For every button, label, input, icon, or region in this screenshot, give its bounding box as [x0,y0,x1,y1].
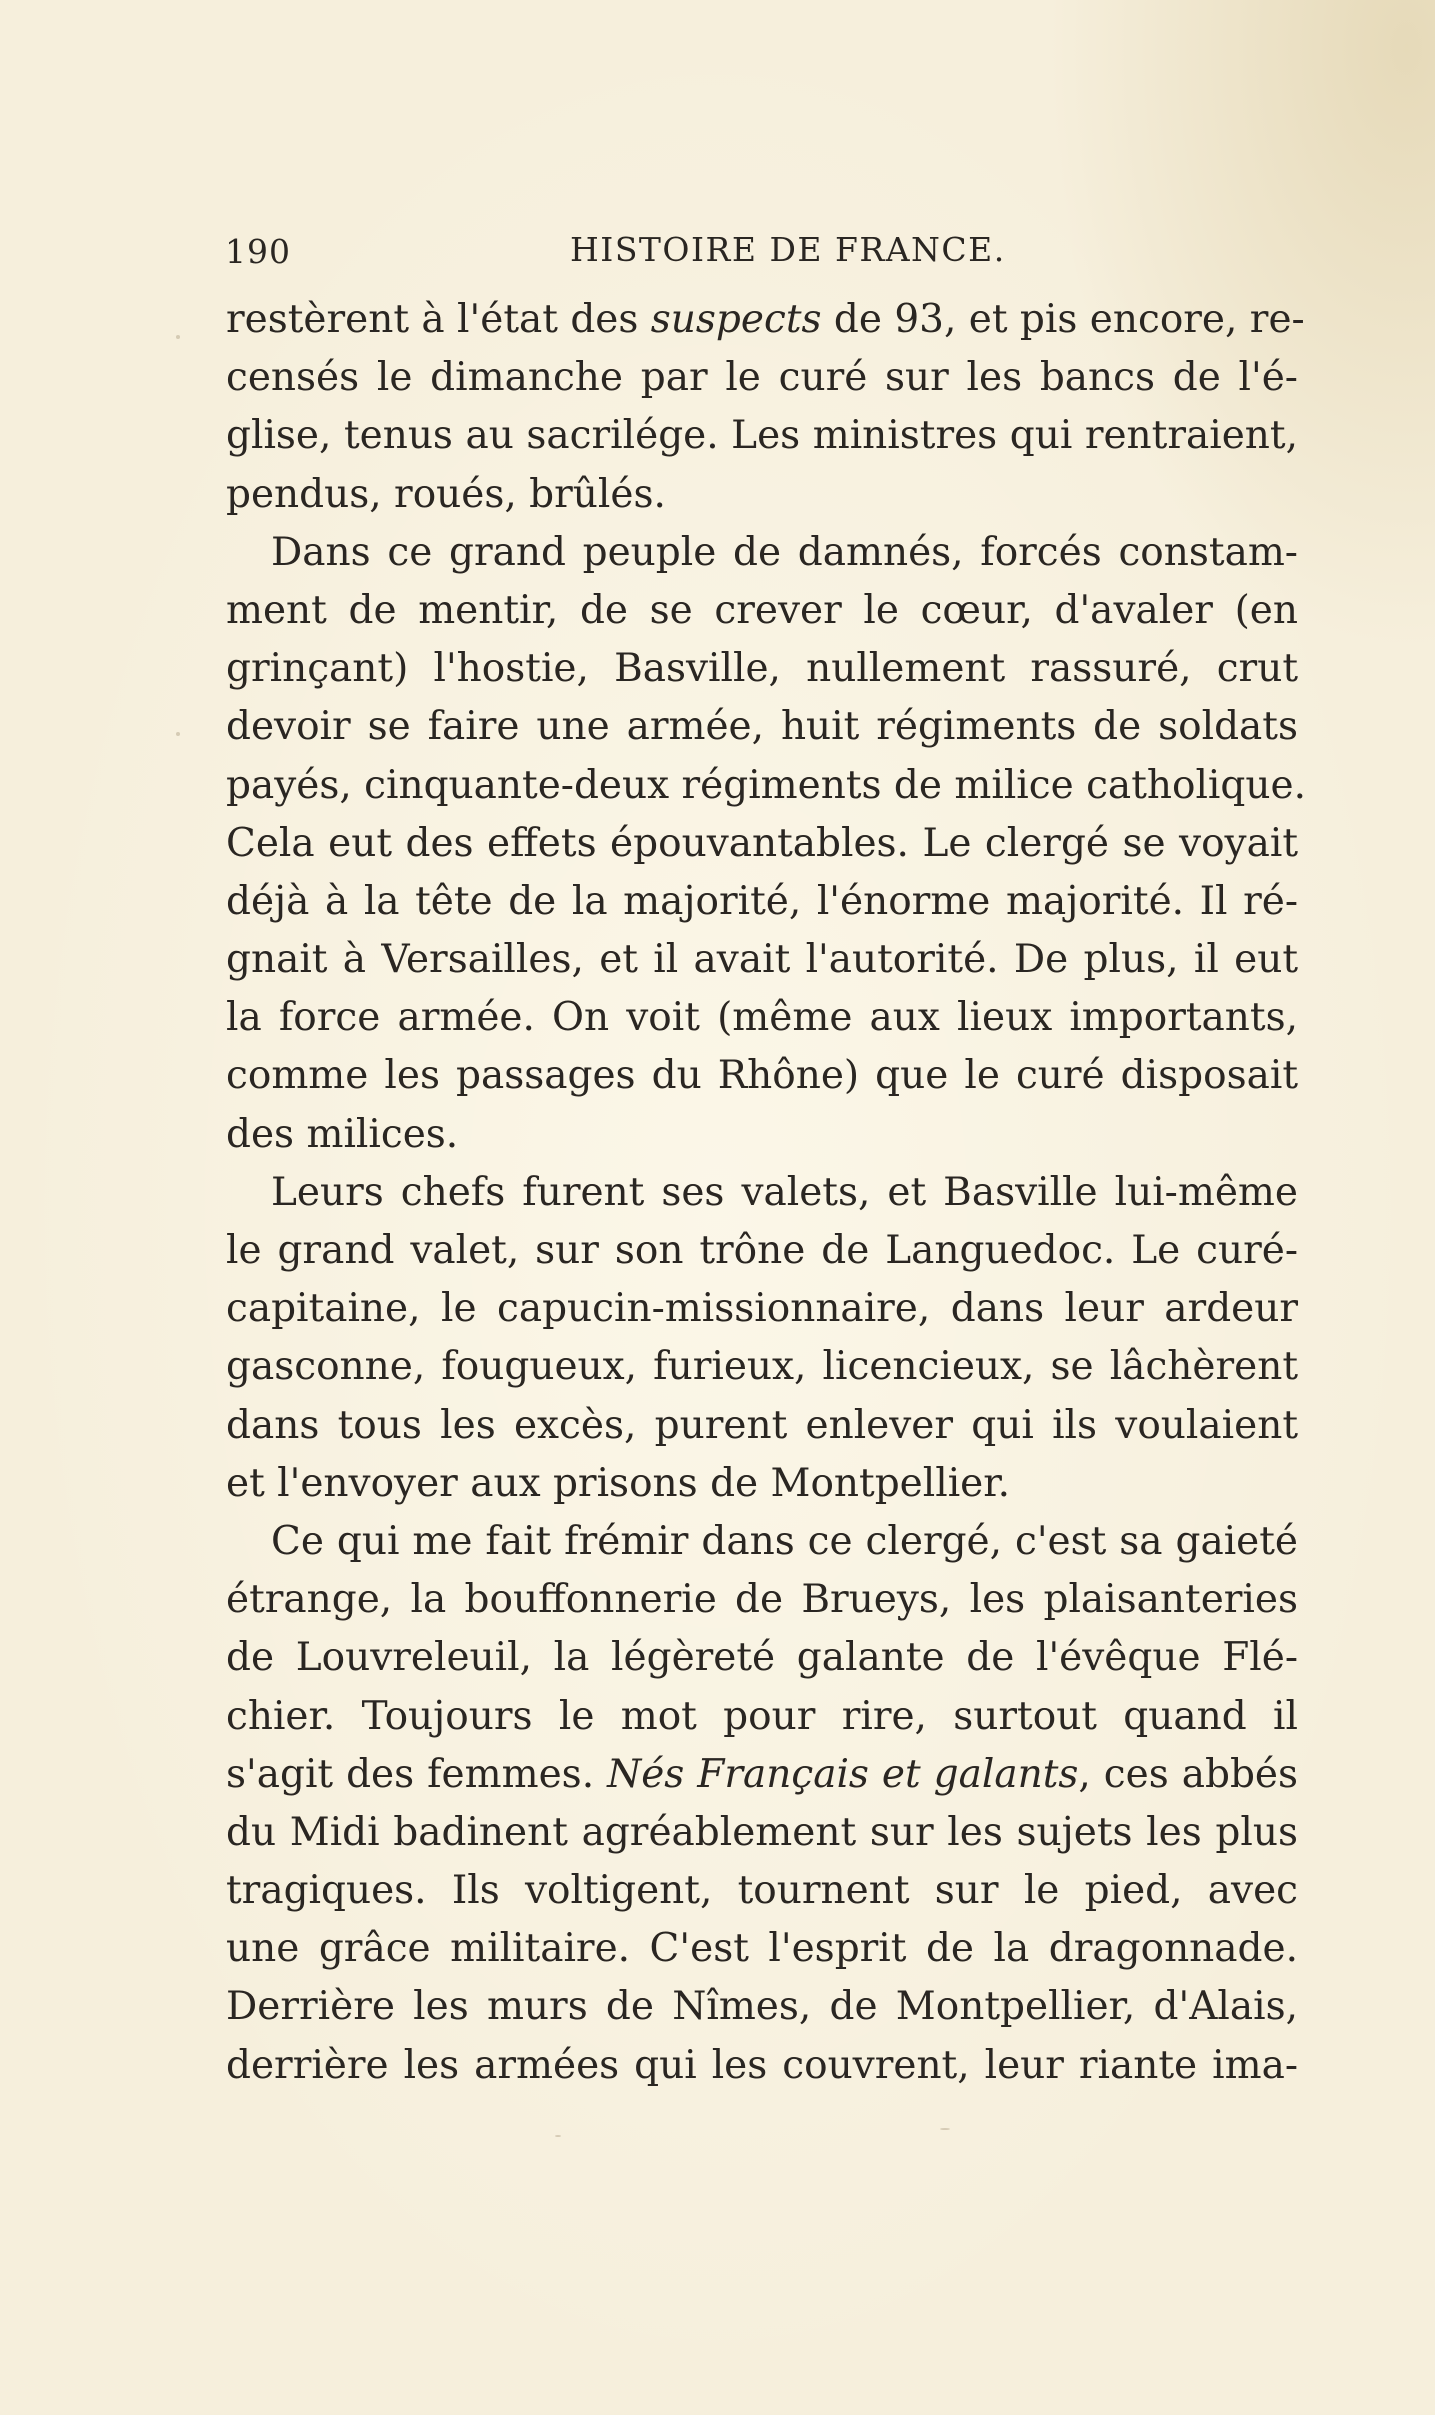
paragraph [226,1164,1298,1513]
text-line [226,1338,1298,1396]
paper-speck [555,2135,561,2137]
page-header [225,224,1300,280]
text-segment: gasconne, fougueux, furieux, licencieux, se lâchèrent [226,1344,1298,1390]
text-line [226,1688,1298,1746]
text-line [226,1280,1298,1338]
paper-speck [940,2128,950,2130]
text-segment: derrière les armées qui les couvrent, leur riante ima- [226,2042,1298,2088]
italic-text: Nés Français et galants [607,1751,1079,1797]
paragraph [226,524,1306,1164]
text-segment: Leurs chefs furent ses valets, et Basville lui-même [271,1169,1298,1215]
text-line [226,1047,1298,1105]
text-segment: grinçant) l'hostie, Basville, nullement rassuré, crut [226,646,1298,692]
text-line [226,1455,1298,1513]
text-segment: ment de mentir, de se crever le cœur, d'avaler (en [226,587,1298,633]
text-segment: gnait à Versailles, et il avait l'autorité. De plus, il eut [226,937,1298,983]
text-line [226,1164,1298,1222]
paper-speck [176,335,180,339]
text-line [226,1804,1298,1862]
text-segment: pendus, roués, brûlés. [226,471,666,517]
text-line [226,1571,1298,1629]
text-line [226,640,1298,698]
text-segment: restèrent à l'état des [226,297,651,342]
paper-speck [176,732,180,736]
text-segment: dans tous les excès, purent enlever qui ils voulaient [226,1402,1298,1448]
text-segment: du Midi badinent agréablement sur les sujets les plus [226,1809,1298,1855]
paragraph [226,1513,1298,2095]
text-line [226,407,1298,465]
text-line [226,524,1298,582]
text-segment: des milices. [226,1111,459,1157]
text-line [226,698,1298,756]
text-segment: Cela eut des effets épouvantables. Le clergé se voyait [226,820,1298,866]
text-line [226,1978,1298,2036]
text-line [226,815,1298,873]
text-segment: déjà à la tête de la majorité, l'énorme majorité. Il ré- [226,878,1298,924]
text-segment: s'agit des femmes. [226,1751,608,1797]
text-line [226,757,1306,815]
text-segment: capitaine, le capucin-missionnaire, dans leur ardeur [226,1286,1298,1332]
text-line [226,989,1298,1047]
running-title: HISTOIRE DE FRANCE. [570,230,1006,269]
text-segment: le grand valet, sur son trône de Languedoc. Le curé- [226,1228,1298,1273]
text-line [226,1513,1298,1571]
text-line [226,349,1298,407]
text-line [226,1629,1298,1687]
text-line [226,582,1298,640]
text-segment: de 93, et pis encore, re- [821,297,1305,342]
text-segment: Derrière les murs de Nîmes, de Montpellier, d'Alais, [226,1984,1298,2030]
text-line [226,1920,1298,1978]
text-line [226,1106,1298,1164]
italic-text: suspects [650,297,822,342]
text-line [226,1862,1298,1920]
text-line [226,1222,1298,1280]
page-number: 190 [225,232,291,271]
text-segment: payés, cinquante-deux régiments de milice catholique. [226,762,1306,808]
body-text [226,291,1306,2095]
text-line [226,291,1305,349]
text-line [226,931,1298,989]
paragraph [226,291,1305,524]
text-segment: glise, tenus au sacrilége. Les ministres qui rentraient, [226,413,1298,459]
text-segment: une grâce militaire. C'est l'esprit de la dragonnade. [226,1926,1298,1972]
text-segment: comme les passages du Rhône) que le curé disposait [226,1053,1298,1099]
text-line [226,873,1298,931]
text-segment: chier. Toujours le mot pour rire, surtout quand il [226,1693,1298,1739]
text-segment: , ces abbés [1078,1751,1299,1797]
text-line [226,466,1298,524]
text-segment: de Louvreleuil, la légèreté galante de l'évêque Flé- [226,1635,1298,1681]
text-segment: censés le dimanche par le curé sur les bancs de l'é- [226,355,1298,401]
text-segment: et l'envoyer aux prisons de Montpellier. [226,1460,1011,1506]
text-segment: devoir se faire une armée, huit régiments de soldats [226,704,1298,750]
text-line [226,2037,1298,2095]
text-segment: étrange, la bouffonnerie de Brueys, les plaisanteries [226,1577,1298,1623]
text-segment: Ce qui me fait frémir dans ce clergé, c'est sa gaieté [271,1518,1298,1564]
text-line [226,1746,1298,1804]
text-segment: la force armée. On voit (même aux lieux importants, [226,995,1298,1041]
text-segment: tragiques. Ils voltigent, tournent sur le pied, avec [226,1868,1298,1914]
text-segment: Dans ce grand peuple de damnés, forcés constam- [271,529,1298,575]
text-line [226,1397,1298,1455]
